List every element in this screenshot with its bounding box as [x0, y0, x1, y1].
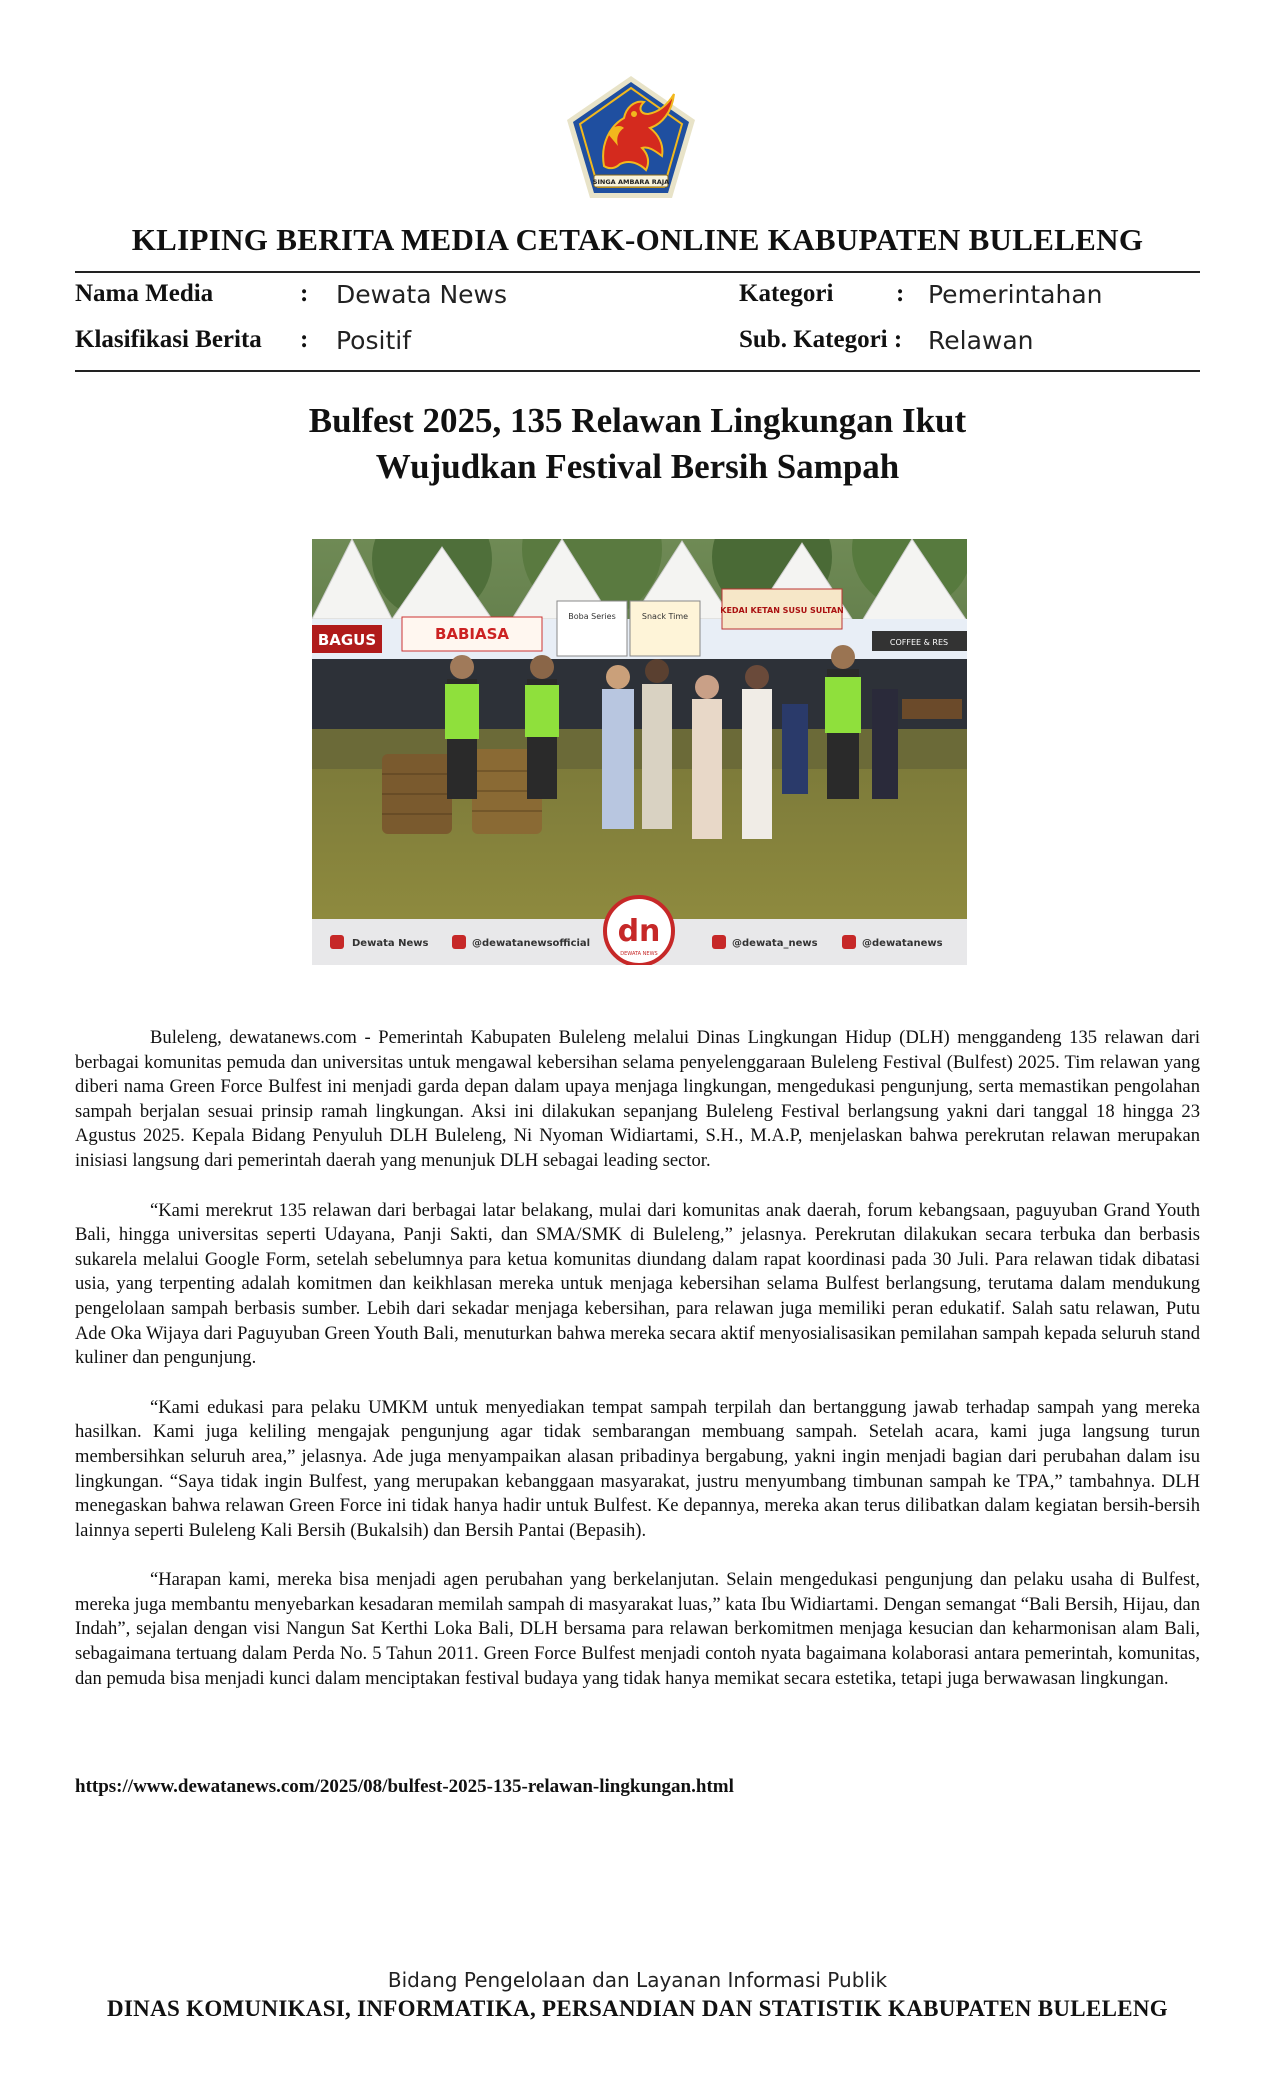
article-paragraph-3: “Kami edukasi para pelaku UMKM untuk menyediakan tempat sampah terpilah dan bertanggung jawab terhadap sampah yang mereka hasilkan. Kami juga keliling mengajak pengunjung agar tidak sembarangan membuang sampah. Setelah acara, kami juga langsung turun membersihkan seluruh area,” jelasnya. Ade juga menyampaikan alasan pribadinya bergabung, yakni ingin menjadi bagian dari perubahan dalam isu lingkungan. “Saya tidak ingin Bulfest, yang merupakan kebanggaan masyarakat, justru menyumbang timbunan sampah ke TPA,” tambahnya. DLH menegaskan bahwa relawan Green Force ini tidak hanya hadir untuk Bulfest. Ke depannya, mereka akan terus dilibatkan dalam kegiatan bersih-bersih lainnya seperti Buleleng Kali Bersih (Bukalsih) dan Bersih Pantai (Bepasih). — [75, 1396, 1200, 1541]
photo-banner-babiasa: BABIASA — [434, 625, 510, 643]
subkategori-value: Relawan — [928, 326, 1034, 355]
article-source-url: https://www.dewatanews.com/2025/08/bulfest-2025-135-relawan-lingkungan.html — [75, 1776, 734, 1797]
klasifikasi-value: Positif — [336, 326, 411, 355]
footer-agency: DINAS KOMUNIKASI, INFORMATIKA, PERSANDIAN DAN STATISTIK KABUPATEN BULELENG — [107, 1996, 1168, 2021]
photo-banner-kedai: KEDAI KETAN SUSU SULTAN — [720, 606, 844, 615]
photo-social-twitter: @dewata_news — [732, 938, 818, 949]
photo-watermark-logo: dn — [617, 914, 661, 949]
footer-division: Bidang Pengelolaan dan Layanan Informasi Publik — [387, 1968, 888, 1992]
photo-social-instagram: @dewatanewsofficial — [472, 938, 591, 949]
kategori-value: Pemerintahan — [928, 280, 1103, 309]
buleleng-regency-logo — [564, 74, 698, 200]
nama-media-value: Dewata News — [336, 280, 508, 309]
photo-watermark-sub: DEWATA NEWS — [620, 951, 658, 957]
article-paragraph-4: “Harapan kami, mereka bisa menjadi agen perubahan yang berkelanjutan. Selain mengedukasi pengunjung dan pelaku usaha di Bulfest, mereka juga membantu menyebarkan kesadaran memilah sampah di masyarakat luas,” kata Ibu Widiartami. Dengan semangat “Bali Bersih, Hijau, dan Indah”, sejalan dengan visi Nangun Sat Kerthi Loka Bali, DLH bersama para relawan berkomitmen menjaga kesucian dan keharmonisan alam Bali, sebagaimana tertuang dalam Perda No. 5 Tahun 2011. Green Force Bulfest menjadi contoh nyata bagaimana kolaborasi antara pemerintah, komunitas, dan pemuda bisa menjadi kunci dalam menciptakan festival budaya yang tidak hanya memikat secara estetika, tetapi juga berwawasan lingkungan. — [75, 1569, 1200, 1689]
klasifikasi-separator: : — [300, 326, 309, 353]
article-paragraph-1: Buleleng, dewatanews.com - Pemerintah Kabupaten Buleleng melalui Dinas Lingkungan Hidup (DLH) menggandeng 135 relawan dari berbagai komunitas pemuda dan universitas untuk mengawal kebersihan selama penyelenggaraan Buleleng Festival (Bulfest) 2025. Tim relawan yang diberi nama Green Force Bulfest ini menjadi garda depan dalam upaya menjaga lingkungan, mengedukasi pengunjung, serta memastikan pengolahan sampah berjalan sesuai prinsip ramah lingkungan. Aksi ini dilakukan sepanjang Buleleng Festival berlangsung yakni dari tanggal 18 hingga 23 Agustus 2025. Kepala Bidang Penyuluh DLH Buleleng, Ni Nyoman Widiartami, S.H., M.A.P, menjelaskan bahwa perekrutan relawan merupakan inisiasi langsung dari pemerintah daerah yang menunjuk DLH sebagai leading sector. — [75, 1027, 1200, 1171]
kategori-label: Kategori — [739, 280, 834, 307]
logo-motto: SINGA AMBARA RAJA — [592, 178, 670, 186]
klasifikasi-label: Klasifikasi Berita — [75, 326, 262, 353]
headline-line-2: Wujudkan Festival Bersih Sampah — [375, 447, 900, 486]
nama-media-separator: : — [300, 280, 309, 307]
headline-line-1: Bulfest 2025, 135 Relawan Lingkungan Ikut — [308, 401, 967, 440]
photo-banner-coffee: COFFEE & RES — [889, 638, 949, 647]
photo-banner-boba: Boba Series — [568, 612, 616, 621]
photo-social-facebook: Dewata News — [352, 938, 429, 949]
article-headline — [200, 398, 1075, 490]
subkategori-label: Sub. Kategori : — [739, 326, 903, 353]
kategori-separator: : — [896, 280, 905, 307]
photo-banner-snack: Snack Time — [641, 612, 689, 621]
article-photo — [312, 539, 967, 965]
header-rule-bottom — [75, 370, 1200, 372]
header-rule-top — [75, 271, 1200, 273]
photo-social-tiktok: @dewatanews — [862, 938, 943, 949]
article-paragraph-2: “Kami merekrut 135 relawan dari berbagai latar belakang, mulai dari komunitas anak daerah, forum kebangsaan, paguyuban Grand Youth Bali, hingga universitas seperti Udayana, Panji Sakti, dan SMA/SMK di Buleleng,” jelasnya. Perekrutan dilakukan secara terbuka dan berbasis sukarela melalui Google Form, setelah sebelumnya para ketua komunitas diundang dalam rapat koordinasi pada 30 Juli. Para relawan tidak dibatasi usia, yang terpenting adalah komitmen dan keikhlasan mereka untuk menjaga kebersihan selama Bulfest berlangsung, terutama dalam mendukung pengelolaan sampah berbasis sumber. Lebih dari sekadar menjaga kebersihan, para relawan juga memiliki peran edukatif. Salah satu relawan, Putu Ade Oka Wijaya dari Paguyuban Green Youth Bali, menuturkan bahwa mereka secara aktif menyosialisasikan pemilahan sampah kepada seluruh stand kuliner dan pengunjung. — [75, 1199, 1200, 1369]
article-body — [75, 1026, 1200, 1716]
nama-media-label: Nama Media — [75, 280, 214, 307]
clipping-header-title: KLIPING BERITA MEDIA CETAK-ONLINE KABUPATEN BULELENG — [131, 222, 1144, 257]
photo-banner-bagus: BAGUS — [317, 631, 377, 649]
